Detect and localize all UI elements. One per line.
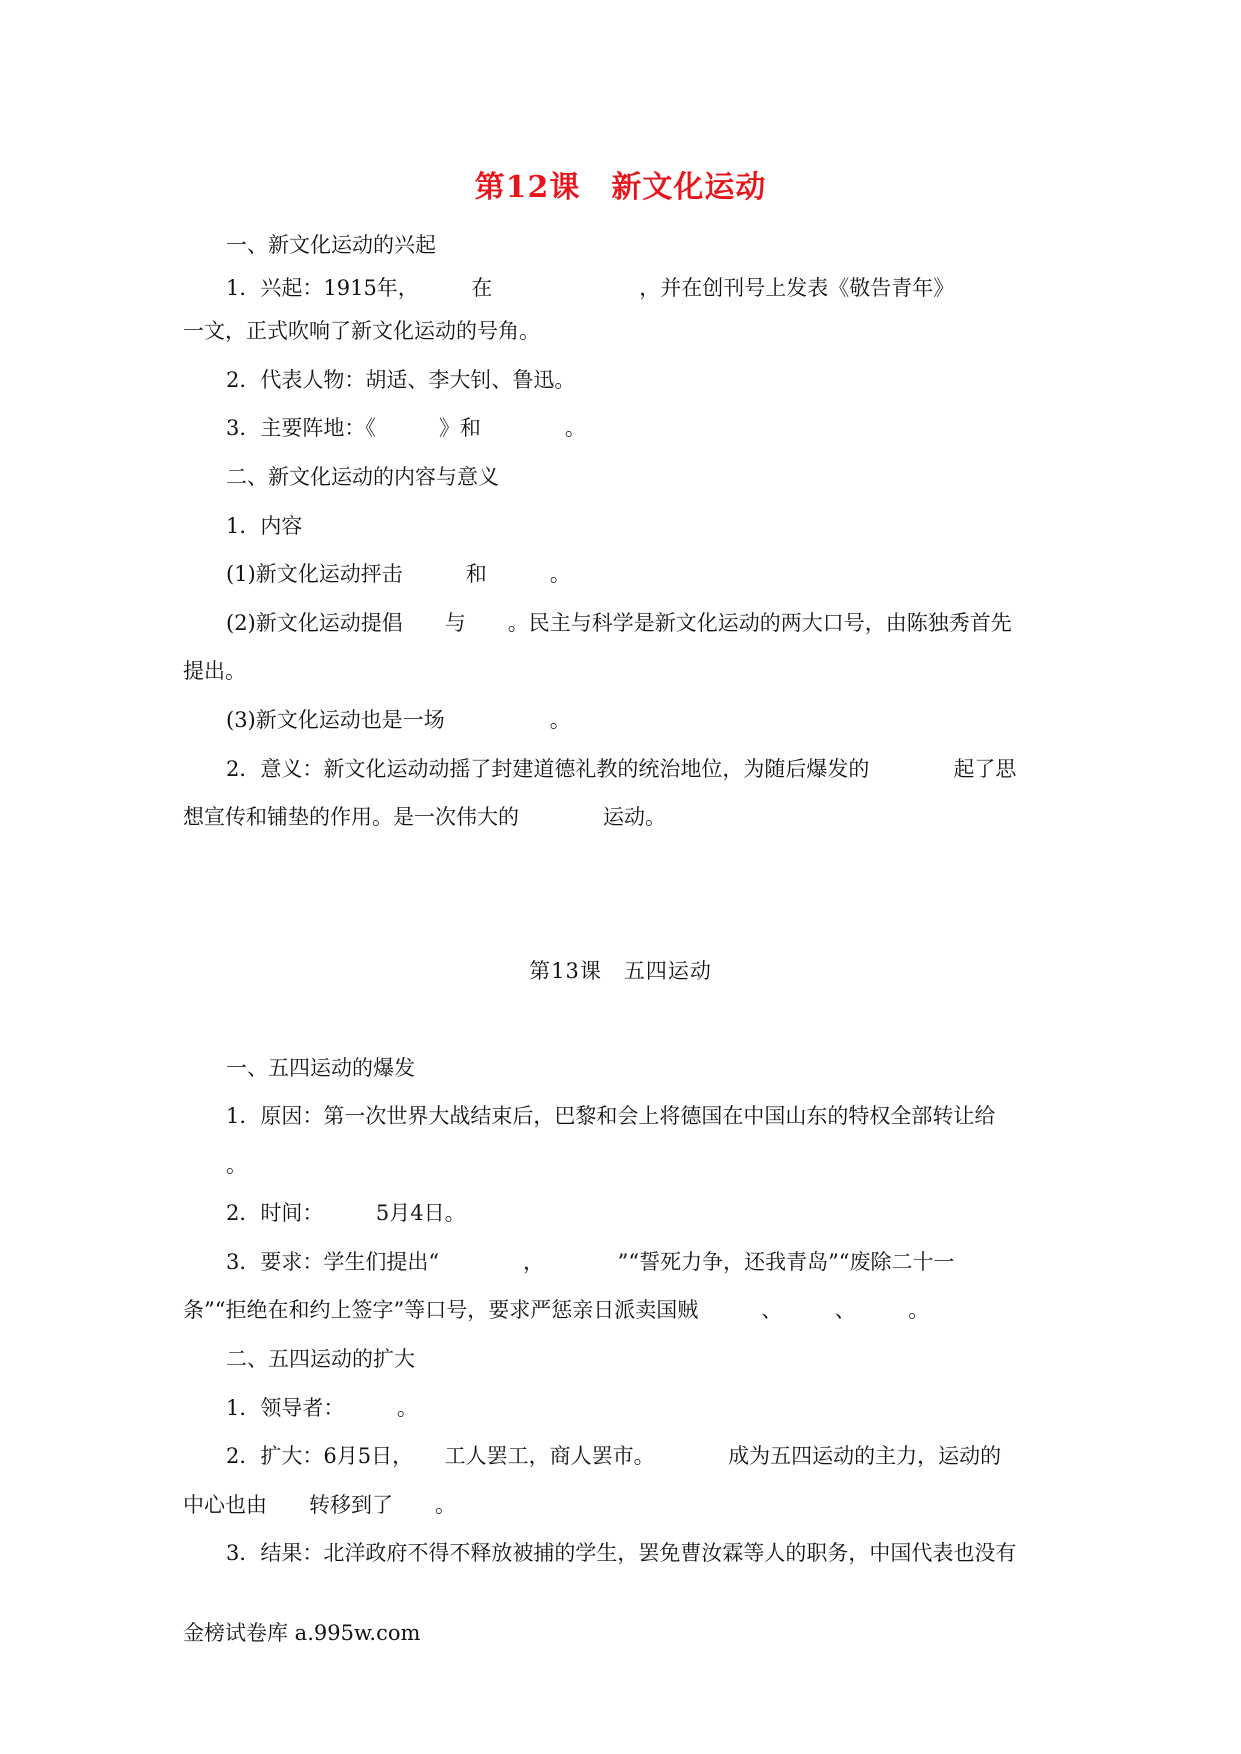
paragraph-line: 3．结果：北洋政府不得不释放被捕的学生，罢免曹汝霖等人的职务，中国代表也没有 (226, 1541, 1017, 1565)
paragraph-line: (2)新文化运动提倡 与 。民主与科学是新文化运动的两大口号，由陈独秀首先 (226, 611, 1012, 635)
lesson12-title: 第12课 新文化运动 (474, 170, 767, 205)
paragraph-line: 2．扩大：6月5日， 工人罢工，商人罢市。 成为五四运动的主力，运动的 (226, 1444, 1002, 1468)
paragraph-line: 条”“拒绝在和约上签字”等口号，要求严惩亲日派卖国贼 、 、 。 (183, 1298, 930, 1322)
section-heading: 一、新文化运动的兴起 (226, 233, 436, 257)
paragraph-line: 2．代表人物：胡适、李大钊、鲁迅。 (226, 368, 576, 392)
paragraph-line: 想宣传和铺垫的作用。是一次伟大的 运动。 (183, 805, 666, 829)
paragraph-line: 一文，正式吹响了新文化运动的号角。 (183, 319, 540, 343)
section-heading: 二、五四运动的扩大 (226, 1347, 415, 1371)
section-heading: 一、五四运动的爆发 (226, 1056, 415, 1080)
paragraph-line: 2．时间： 5月4日。 (226, 1201, 466, 1225)
paragraph-line: 提出。 (183, 659, 246, 683)
paragraph-line: (3)新文化运动也是一场 。 (226, 708, 571, 732)
paragraph-line: 2．意义：新文化运动动摇了封建道德礼教的统治地位，为随后爆发的 起了思 (226, 757, 1017, 781)
paragraph-line: 1．内容 (226, 514, 303, 538)
paragraph-line: 1．兴起：1915年， 在 ，并在创刊号上发表《敬告青年》 (226, 276, 955, 300)
paragraph-line: 中心也由 转移到了 。 (183, 1493, 456, 1517)
paragraph-line: (1)新文化运动抨击 和 。 (226, 562, 571, 586)
paragraph-line: 3．要求：学生们提出“ ， ”“誓死力争，还我青岛”“废除二十一 (226, 1250, 955, 1274)
paragraph-line: 。 (226, 1153, 247, 1177)
paragraph-line: 1．原因：第一次世界大战结束后，巴黎和会上将德国在中国山东的特权全部转让给 (226, 1104, 996, 1128)
paragraph-line: 1．领导者： 。 (226, 1396, 418, 1420)
paragraph-line: 3．主要阵地：《 》和 。 (226, 416, 586, 440)
footer-watermark: 金榜试卷库 a.995w.com (183, 1621, 421, 1645)
section-heading: 二、新文化运动的内容与意义 (226, 465, 499, 489)
lesson13-title: 第13课 五四运动 (529, 959, 712, 983)
